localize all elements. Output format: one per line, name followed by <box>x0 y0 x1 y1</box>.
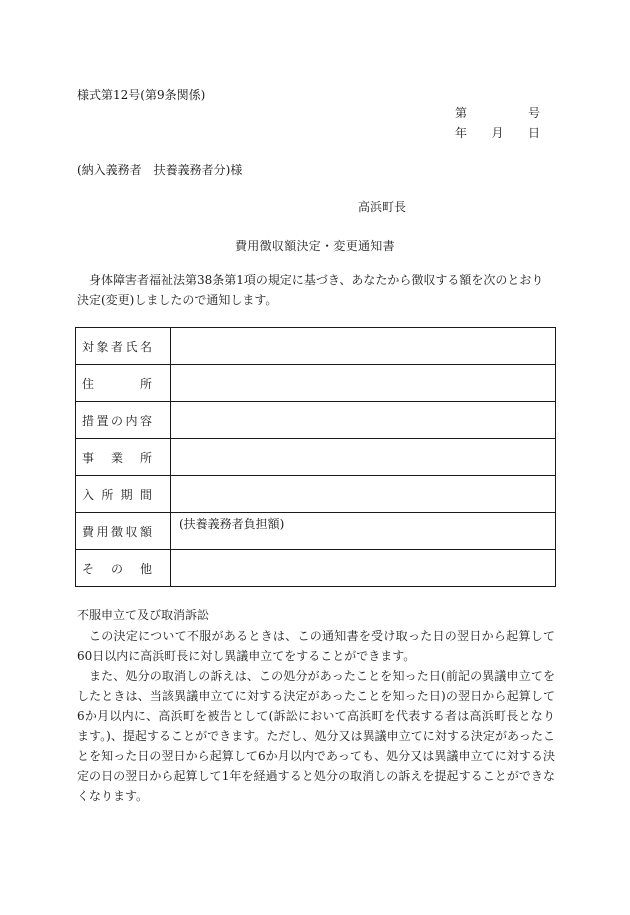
row-value-cell <box>171 439 556 476</box>
label-char: 間 <box>139 487 152 502</box>
appeal-body <box>77 626 555 806</box>
intro-paragraph: 身体障害者福祉法第38条第1項の規定に基づき、あなたから徴収する額を次のとおり決定(変更)しましたので通知します。 <box>77 273 544 307</box>
appeal-paragraph-2: また、処分の取消しの訴えは、この処分があったことを知った日(前記の異議申立てをしたときは、当該異議申立てに対する決定があったことを知った日)の翌日から起算して6か月以内に、高浜町を被告として(訴訟において高浜町を代表する者は高浜町長となります。)、提起することができます。ただし、処分又は異議申立てに対する決定があったことを知った日の翌日から起算して6か月以内であっても、処分又は異議申立てに対する決定の日の翌日から起算して1年を経過すると処分の取消しの訴えを提起することができなくなります。 <box>77 669 555 803</box>
row-label <box>82 560 152 577</box>
appeal-paragraph-1: この決定について不服があるときは、この通知書を受け取った日の翌日から起算して60日以内に高浜町長に対し異議申立てをすることができます。 <box>77 629 555 663</box>
label-char: 用 <box>96 524 109 539</box>
row-label-cell <box>76 365 171 402</box>
row-value-cell <box>171 365 556 402</box>
label-char: 容 <box>139 413 152 428</box>
label-char: 措 <box>82 413 95 428</box>
row-label-cell <box>76 439 171 476</box>
label-char: 内 <box>125 413 138 428</box>
label-char: 収 <box>125 524 138 539</box>
addressee: (納入義務者 扶養義務者分)様 <box>77 163 243 177</box>
row-value: (扶養義務者負担額) <box>179 517 285 531</box>
table-row <box>76 328 556 365</box>
row-label-cell <box>76 402 171 439</box>
label-char: 氏 <box>125 339 138 354</box>
row-label-cell <box>76 328 171 365</box>
document-title: 費用徴収額決定・変更通知書 <box>235 239 395 253</box>
table-row <box>76 365 556 402</box>
label-char: 対 <box>82 339 95 354</box>
label-char: 事 <box>82 450 95 465</box>
label-char: 所 <box>101 487 114 502</box>
date-line <box>455 124 540 141</box>
label-char: 象 <box>96 339 109 354</box>
label-char: 所 <box>139 450 152 465</box>
row-value-cell <box>171 328 556 365</box>
row-value-cell <box>171 402 556 439</box>
label-char: 他 <box>139 561 152 576</box>
label-char: の <box>110 561 123 576</box>
label-char: 費 <box>82 524 95 539</box>
table-row <box>76 439 556 476</box>
label-char: 住 <box>82 376 95 391</box>
row-label <box>82 338 152 355</box>
table-row <box>76 513 556 550</box>
row-label <box>82 412 152 429</box>
label-char: そ <box>82 561 95 576</box>
date-month: 月 <box>491 126 504 140</box>
row-value-cell <box>171 550 556 587</box>
form-number: 様式第12号(第9条関係) <box>77 88 206 102</box>
label-char: 期 <box>120 487 133 502</box>
issuer: 高浜町長 <box>358 200 407 214</box>
table-row <box>76 550 556 587</box>
table-row <box>76 402 556 439</box>
label-char: 置 <box>96 413 109 428</box>
label-char: 業 <box>110 450 123 465</box>
row-label <box>82 523 152 540</box>
row-label <box>82 486 152 503</box>
label-char: 額 <box>139 524 152 539</box>
label-char: 名 <box>139 339 152 354</box>
row-label-cell <box>76 476 171 513</box>
row-label <box>82 449 152 466</box>
row-value-cell <box>171 476 556 513</box>
label-char: 者 <box>110 339 123 354</box>
date-day: 日 <box>527 126 540 140</box>
label-char: 所 <box>139 376 152 391</box>
number-prefix: 第 <box>455 106 468 120</box>
table-row <box>76 476 556 513</box>
row-label-cell <box>76 513 171 550</box>
row-value-cell <box>171 513 556 550</box>
info-table <box>75 327 556 587</box>
row-label <box>82 375 152 392</box>
row-label-cell <box>76 550 171 587</box>
label-char: 徴 <box>110 524 123 539</box>
document-number-line <box>455 104 540 121</box>
number-suffix: 号 <box>527 106 540 120</box>
label-char: 入 <box>82 487 95 502</box>
appeal-heading: 不服申立て及び取消訴訟 <box>77 608 210 622</box>
label-char: の <box>110 413 123 428</box>
date-year: 年 <box>455 126 468 140</box>
